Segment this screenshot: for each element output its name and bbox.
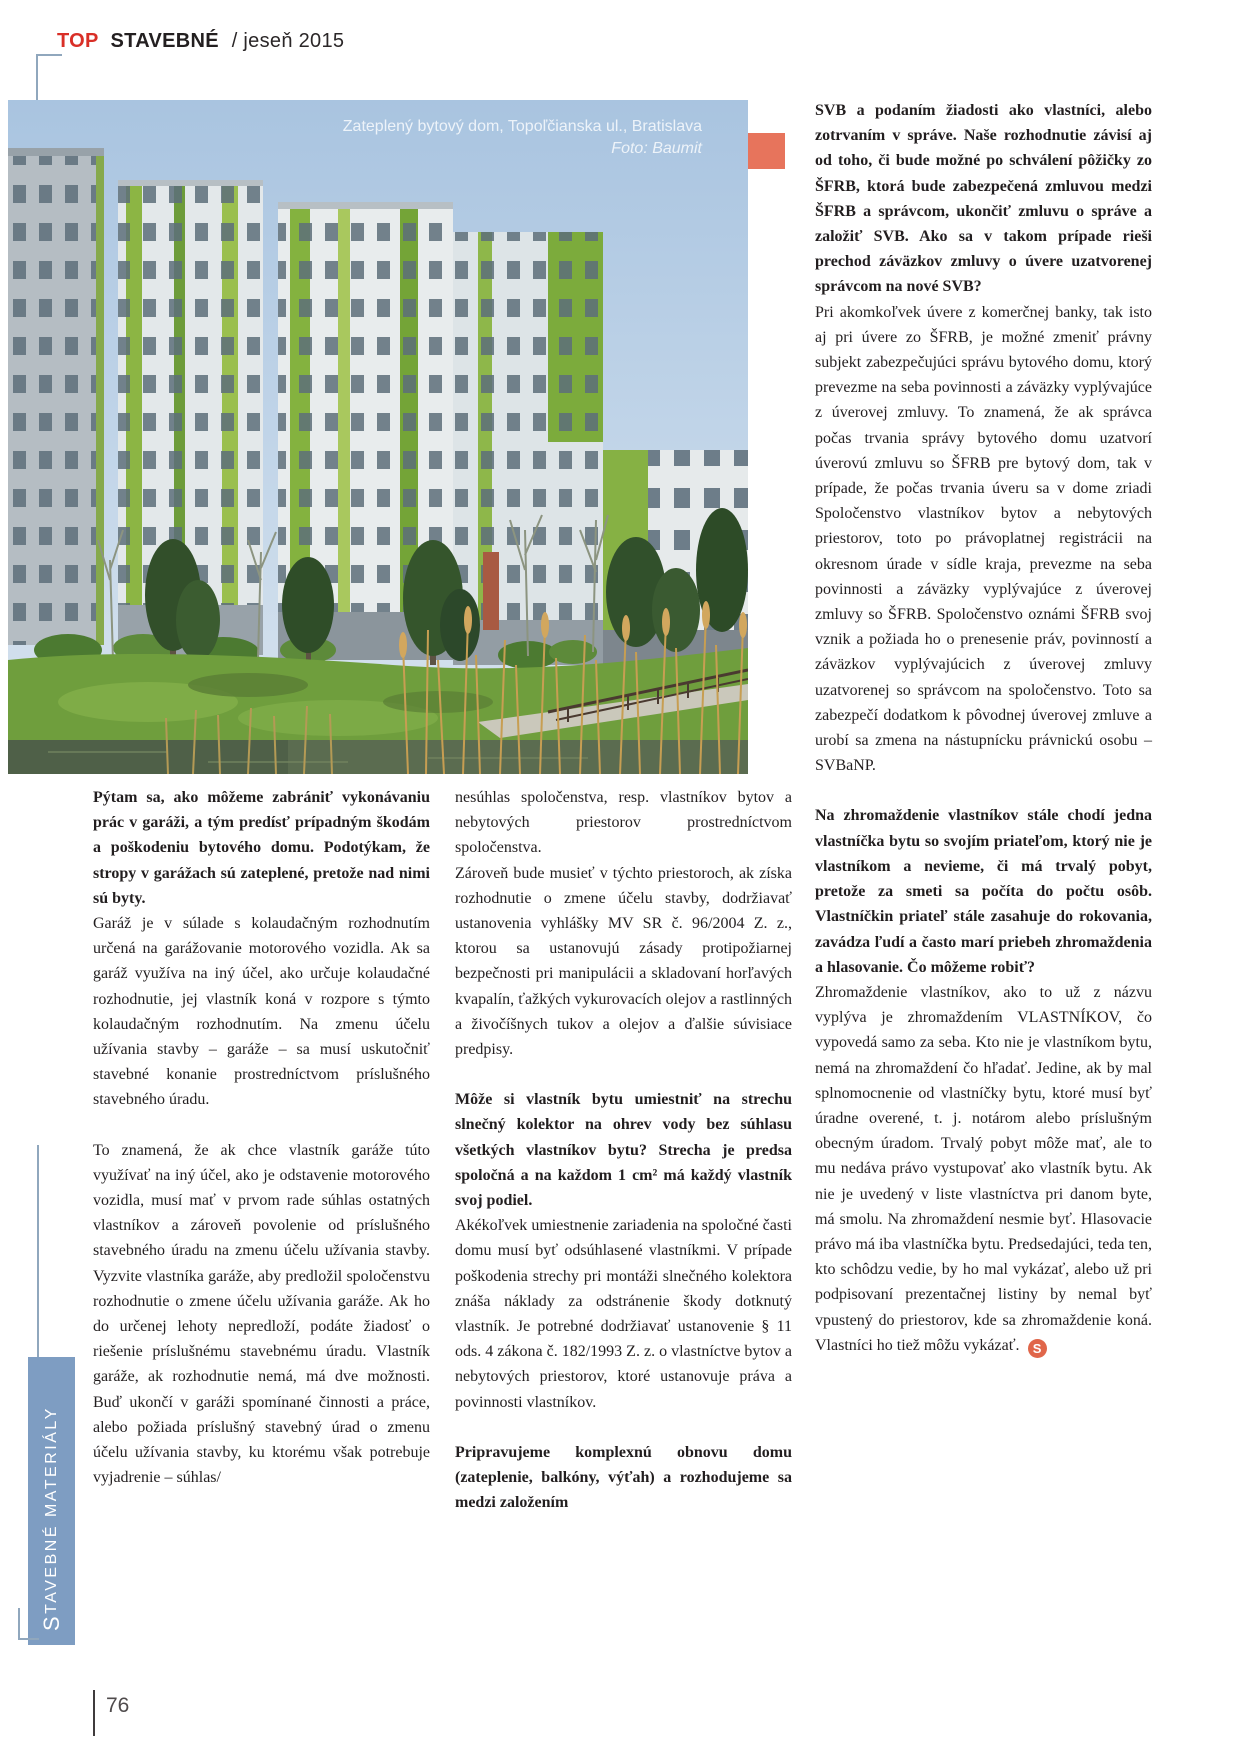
building-left [8,148,104,645]
issue-label: / jeseň 2015 [231,30,345,52]
article-paragraph: Garáž je v súlade s kolaudačným rozhodnutím určená na garážovanie motorového vozidla. Ak sa garáž využíva na iný účel, ako určuje kolaudačné rozhodnutie, jej vlastník koná v rozpore s týmto kolaudačným rozhodnutím. Na zmenu účelu užívania stavby – garáže – sa musí uskutočniť stavebné konanie prostredníctvom príslušného stavebného úradu. [93,915,430,1109]
question-paragraph: SVB a podaním žiadosti ako vlastníci, alebo zotrvaním v správe. Naše rozhodnutie závisí aj od toho, či bude možné po schválení pôžičky zo ŠFRB, ktorá bude zabezpečená zmluvou medzi ŠFRB a správcom, ukončiť zmluvu o správe a založiť SVB. Ako sa v takom prípade rieši prechod záväzkov zmluvy o úvere uzatvorenej správcom na nové SVB? [815,102,1152,296]
corner-rule-top [36,54,62,104]
water [8,740,748,774]
article-column-1 [93,785,430,1490]
photo-caption-text: Zateplený bytový dom, Topoľčianska ul., Bratislava [342,118,702,135]
section-tab [28,1357,75,1645]
page-number-rule [93,1690,95,1736]
article-paragraph: To znamená, že ak chce vlastník garáže túto využívať na iný účel, ako je odstavenie motorového vozidla, musí mať v prvom rade súhlas ostatných vlastníkov a zároveň povolenie od príslušného stavebného úradu na zmenu účelu užívania stavby. Vyzvite vlastníka garáže, aby predložil spoločenstvu rozhodnutie o zmene účelu užívania garáže. Ak ho do určenej lehoty nepredloží, podáte žiadosť o riešenie príslušnému stavebnému úradu. Vlastník garáže, ak rozhodnutie nemá, má dve možnosti. Buď ukončí v garáži spomínané činnosti a práce, alebo požiada príslušný stavebný úrad o zmenu účelu užívania stavby, ku ktorému však potrebuje vyjadrenie – súhlas/ [93,1141,430,1487]
apartment-photo-illustration [8,100,748,774]
question-paragraph: Pýtam sa, ako môžeme zabrániť vykonávaniu prác v garáži, a tým predísť prípadným škodám a poškodeniu bytového domu. Podotýkam, že stropy v garážach sú zateplené, pretože nad nimi sú byty. [93,789,430,907]
building-tower-3 [453,232,603,665]
article-column-2 [455,785,792,1515]
corner-rule-bottom [18,1608,39,1640]
article-end-mark: S [1028,1339,1047,1358]
article-paragraph: Pri akomkoľvek úvere z komerčnej banky, tak isto aj pri úvere zo ŠFRB, je možné zmeniť právny subjekt zabezpečujúci správu bytového domu, ktorý prevezme na seba povinnosti a záväzky vyplývajúce z úverovej zmluvy. To znamená, že ak správca počas trvania správy bytového domu uzatvorí úverovú zmluvu so ŠFRB pre bytový dom, tak v prípade, že počas trvania úveru sa v dome zriadi Spoločenstvo vlastníkov bytov a nebytových priestorov, toto po právoplatnej registrácii na okresnom úrade v sídle kraja, prevezme na seba povinnosti a záväzky vyplývajúce z úverovej zmluvy so ŠFRB. Spoločenstvo oznámi ŠFRB svoj vznik a požiada ho o prenesenie práv, povinností a záväzkov vyplývajúcich z úverovej zmluvy uzatvorenej so správcom na spoločenstvo. Toto sa zabezpečí dodatkom k pôvodnej úverovej zmluve a urobí sa zmena na nástupnícku právnickú osobu – SVBaNP. [815,303,1152,775]
chimney [483,552,499,630]
question-paragraph: Pripravujeme komplexnú obnovu domu (zateplenie, balkóny, výťah) a rozhodujeme sa medzi založením [455,1443,792,1512]
photo-caption [343,116,702,160]
page-header [57,30,344,53]
article-column-3 [815,98,1152,1358]
brand-top: TOP [57,30,99,52]
article-paragraph [815,980,1152,1358]
article-paragraph: Akékoľvek umiestnenie zariadenia na spoločné časti domu musí byť odsúhlasené vlastníkmi. V prípade poškodenia strechy pri montáži slnečného kolektora znáša náklady za odstránenie škody dotknutý vlastník. Je potrebné dodržiavať ustanovenie § 11 ods. 4 zákona č. 182/1993 Z. z. o vlastníctve bytov a nebytových priestorov, ktoré ustanovuje práva a povinnosti vlastníkov. [455,1217,792,1411]
question-paragraph: Môže si vlastník bytu umiestniť na strechu slnečný kolektor na ohrev vody bez súhlasu všetkých vlastníkov bytu? Strecha je predsa spoločná a na každom 1 cm² má každý vlastník svoj podiel. [455,1091,792,1210]
photo-credit: Foto: Baumit [611,140,702,157]
accent-square [748,133,785,169]
article-paragraph: nesúhlas spoločenstva, resp. vlastníkov bytov a nebytových priestorov prostredníctvom spoločenstva. [455,789,792,857]
section-tab-label: STAVEBNÉ MATERIÁLY [38,1406,64,1631]
section-tab-rule [37,1145,39,1357]
question-paragraph: Na zhromaždenie vlastníkov stále chodí jedna vlastníčka bytu so svojím priateľom, ktorý nie je vlastníkom a nevieme, či má trvalý pobyt, pretože za smeti sa počíta do počtu osôb. Vlastníčkin priateľ stále zasahuje do rokovania, zavádza ľudí a často marí priebeh zhromaždenia a hlasovanie. Čo môžeme robiť? [815,807,1152,976]
article-paragraph: Zároveň bude musieť v týchto priestoroch, ak získa rozhodnutie o zmene účelu stavby, dodržiavať ustanovenia vyhlášky MV SR č. 96/2004 Z. z., ktorou sa ustanovujú zásady protipožiarnej bezpečnosti pri manipulácii a skladovaní horľavých kvapalín, ťažkých vykurovacích olejov a rastlinných a živočíšnych tukov a olejov a ďalšie súvisiace predpisy. [455,864,792,1059]
article-photo [8,100,748,774]
page-number: 76 [106,1694,130,1717]
article-paragraph-text: Zhromaždenie vlastníkov, ako to už z názvu vyplýva je zhromaždením VLASTNÍKOV, čo vypovedá samo za seba. Kto nie je vlastníkom bytu, nemá na zhromaždení čo hľadať. Jedine, ak by mal splnomocnenie od vlastníčky bytu, ktoré musí byť úradne overené, t. j. notárom alebo príslušným obecným úradom. Trvalý pobyt môže mať, ale to mu nedáva právo vystupovať ako vlastník bytu. Ak nie je uvedený v liste vlastníctva pri danom byte, má smolu. Na zhromaždení nesmie byť. Hlasovacie právo má iba vlastníčka bytu. Predsedajúci, teda ten, kto schôdzu vedie, by ho mal vykázať, alebo už pri podpisovaní prezentačnej listiny by nemal byť vpustený do priestorov, kde sa zhromaždenie koná. Vlastníci ho tiež môžu vykázať. [815,983,1152,1354]
brand-stavebne: STAVEBNÉ [110,30,219,52]
